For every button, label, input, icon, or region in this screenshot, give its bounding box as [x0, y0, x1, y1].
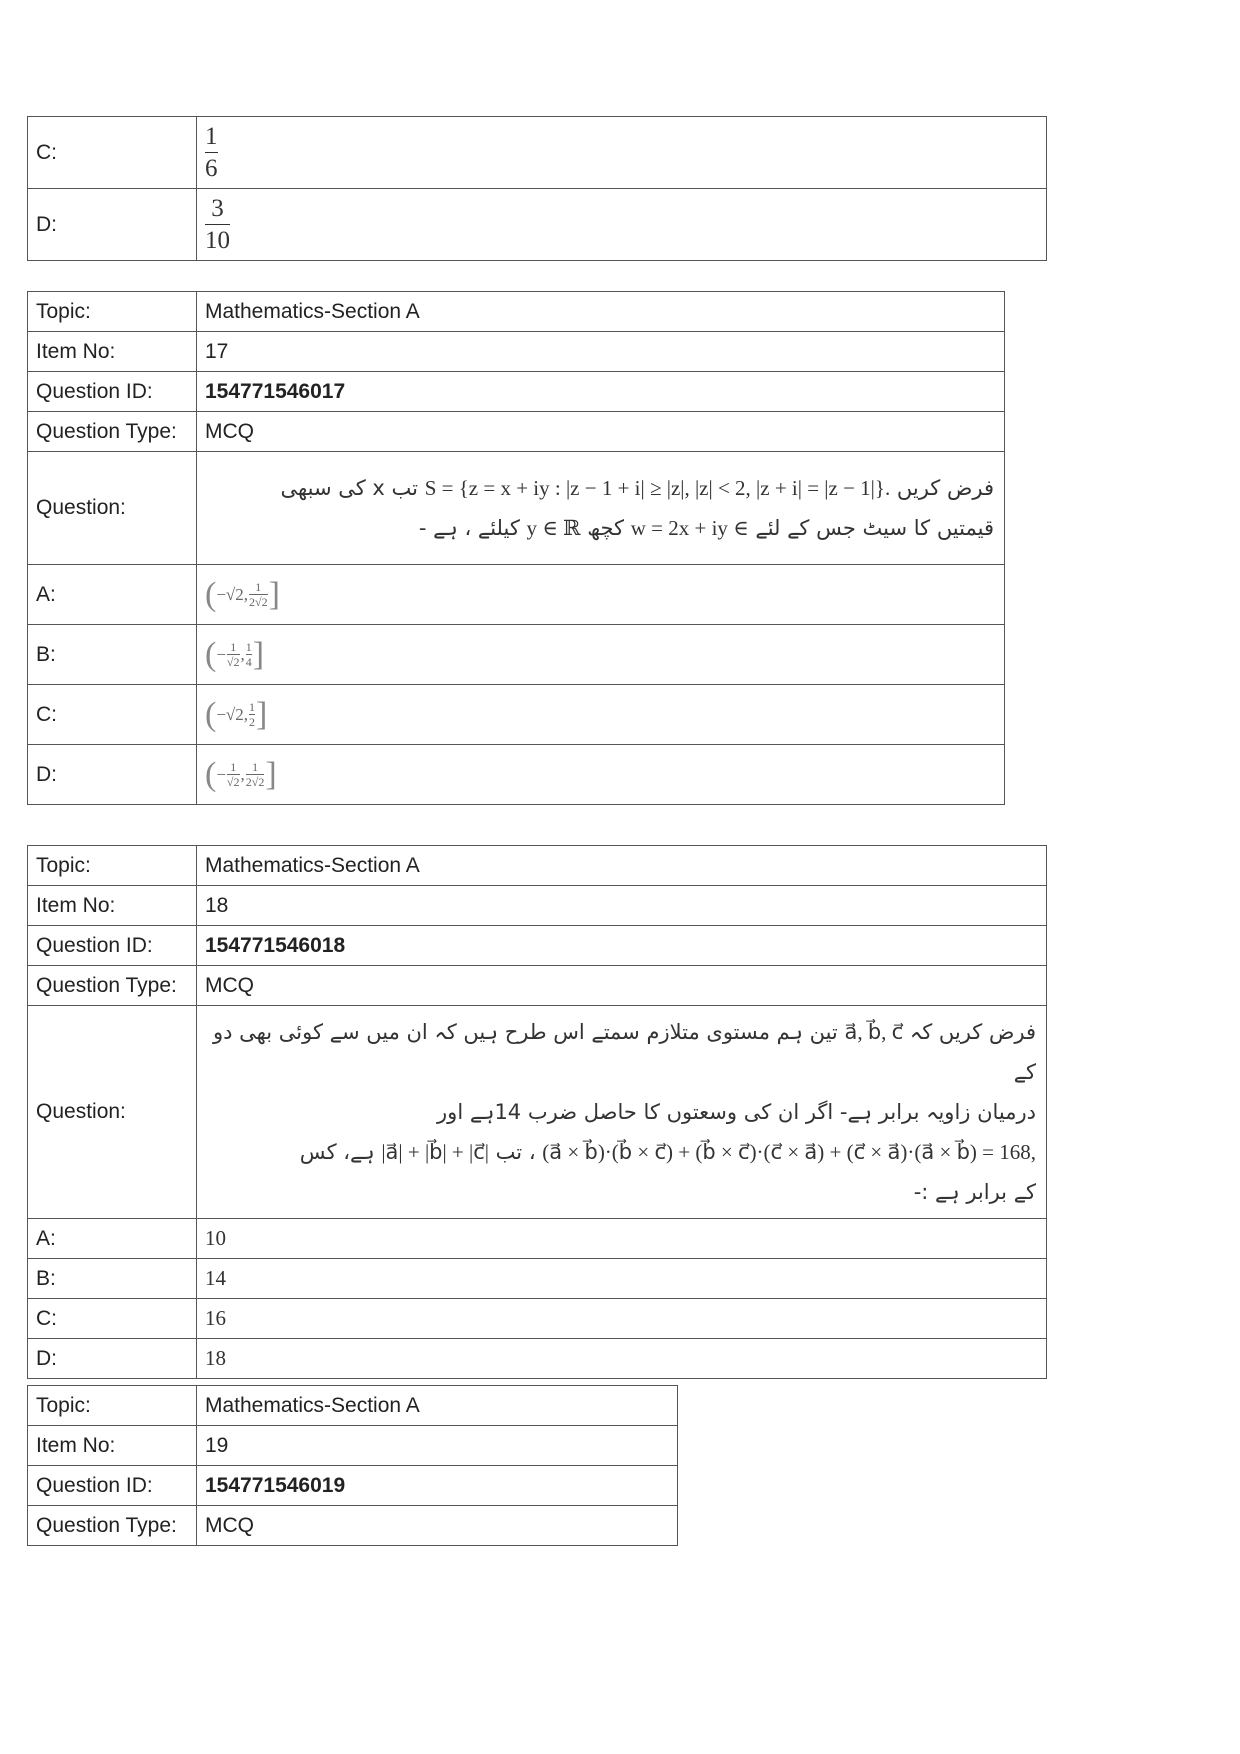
- question-18-table: [27, 845, 1047, 1379]
- question-text: [197, 1006, 1047, 1219]
- urdu-text: ہے، کس: [299, 1140, 375, 1164]
- numerator: 1: [205, 123, 218, 150]
- question-type-row: [28, 966, 1047, 1006]
- option-value: 18: [197, 1339, 1047, 1379]
- option-value: [197, 625, 1005, 685]
- item-no-row: [28, 332, 1005, 372]
- interval-expression: ( −√2, 1 2√2 ]: [205, 575, 280, 613]
- prev-question-options-table: [27, 116, 1047, 261]
- math-expression: a⃗, b⃗, c⃗: [844, 1020, 904, 1044]
- option-row-c: [28, 685, 1005, 745]
- urdu-text: تب x کی سبھی: [280, 476, 418, 500]
- urdu-text: کیلئے ، ہے -: [418, 516, 520, 540]
- topic-label: Topic:: [28, 846, 197, 886]
- urdu-text: قیمتیں کا سیٹ جس کے لئے: [755, 516, 994, 540]
- question-id-value: 154771546018: [197, 926, 1047, 966]
- question-line-1: [207, 468, 994, 508]
- question-type-label: Question Type:: [28, 1506, 197, 1546]
- interval-expression: ( − 1 √2 , 1 4 ]: [205, 635, 265, 673]
- fraction: [205, 124, 218, 181]
- question-label: Question:: [28, 1006, 197, 1219]
- question-type-value: MCQ: [197, 1506, 678, 1546]
- option-row-d: [28, 1339, 1047, 1379]
- math-expression: y ∈ ℝ: [526, 516, 581, 540]
- question-line-2: [207, 508, 994, 548]
- question-id-label: Question ID:: [28, 372, 197, 412]
- option-row-a: [28, 1219, 1047, 1259]
- question-row: [28, 452, 1005, 565]
- question-row: [28, 1006, 1047, 1219]
- question-id-label: Question ID:: [28, 1466, 197, 1506]
- item-no-row: [28, 1426, 678, 1466]
- topic-value: Mathematics-Section A: [197, 846, 1047, 886]
- question-id-value: 154771546019: [197, 1466, 678, 1506]
- math-expression: (a⃗ × b⃗)·(b⃗ × c⃗) + (b⃗ × c⃗)·(c⃗ × a⃗) + (c⃗ × a⃗)·(a⃗ × b⃗) = 168,: [542, 1140, 1036, 1164]
- question-17-table: [27, 291, 1005, 805]
- option-value: [197, 117, 1047, 189]
- question-line-4: کے برابر ہے :-: [913, 1180, 1036, 1204]
- option-label: A:: [28, 1219, 197, 1259]
- item-no-row: [28, 886, 1047, 926]
- option-value: [197, 745, 1005, 805]
- math-expression: S = {z = x + iy : |z − 1 + i| ≥ |z|, |z| < 2, |z + i| = |z − 1|}.: [424, 476, 891, 500]
- item-no-value: 18: [197, 886, 1047, 926]
- math-expression: w = 2x + iy ∈: [630, 516, 749, 540]
- option-value: 16: [197, 1299, 1047, 1339]
- option-row-d: [28, 189, 1047, 261]
- urdu-text: ، تب: [495, 1140, 536, 1164]
- urdu-text: تین ہم مستوی متلازم سمتے اس طرح ہیں کہ ان میں سے کوئی بھی دو کے: [212, 1020, 1036, 1084]
- question-id-row: [28, 926, 1047, 966]
- option-value: [197, 189, 1047, 261]
- option-label: B:: [28, 1259, 197, 1299]
- question-type-value: MCQ: [197, 412, 1005, 452]
- question-id-label: Question ID:: [28, 926, 197, 966]
- option-label: C:: [28, 685, 197, 745]
- option-row-c: [28, 117, 1047, 189]
- topic-row: [28, 1386, 678, 1426]
- option-row-a: [28, 565, 1005, 625]
- option-label: D:: [28, 745, 197, 805]
- topic-label: Topic:: [28, 1386, 197, 1426]
- question-type-row: [28, 412, 1005, 452]
- option-value: [197, 685, 1005, 745]
- topic-label: Topic:: [28, 292, 197, 332]
- topic-row: [28, 292, 1005, 332]
- item-no-value: 17: [197, 332, 1005, 372]
- option-label: C:: [28, 117, 197, 189]
- option-label: D:: [28, 1339, 197, 1379]
- question-id-row: [28, 1466, 678, 1506]
- item-no-label: Item No:: [28, 1426, 197, 1466]
- topic-row: [28, 846, 1047, 886]
- option-label: A:: [28, 565, 197, 625]
- interval-expression: ( −√2, 1 2 ]: [205, 695, 268, 733]
- denominator: 10: [205, 227, 230, 254]
- option-row-d: [28, 745, 1005, 805]
- option-label: D:: [28, 189, 197, 261]
- option-row-b: [28, 625, 1005, 685]
- topic-value: Mathematics-Section A: [197, 1386, 678, 1426]
- question-type-label: Question Type:: [28, 412, 197, 452]
- urdu-text: فرض کریں: [896, 476, 994, 500]
- item-no-label: Item No:: [28, 886, 197, 926]
- question-19-table: [27, 1385, 678, 1546]
- question-id-value: 154771546017: [197, 372, 1005, 412]
- option-value: 14: [197, 1259, 1047, 1299]
- option-label: B:: [28, 625, 197, 685]
- question-type-value: MCQ: [197, 966, 1047, 1006]
- option-row-c: [28, 1299, 1047, 1339]
- question-line-3: [207, 1132, 1036, 1172]
- option-value: [197, 565, 1005, 625]
- urdu-text: کچھ: [587, 516, 625, 540]
- denominator: 6: [205, 155, 218, 182]
- numerator: 3: [211, 195, 224, 222]
- option-label: C:: [28, 1299, 197, 1339]
- question-type-label: Question Type:: [28, 966, 197, 1006]
- topic-value: Mathematics-Section A: [197, 292, 1005, 332]
- question-line-2: درمیان زاویہ برابر ہے- اگر ان کی وسعتوں کا حاصل ضرب 14ہے اور: [437, 1100, 1036, 1124]
- question-line-1: [207, 1012, 1036, 1092]
- item-no-label: Item No:: [28, 332, 197, 372]
- urdu-text: فرض کریں کہ: [909, 1020, 1036, 1044]
- math-expression: |a⃗| + |b⃗| + |c⃗|: [381, 1140, 489, 1164]
- fraction: [205, 196, 230, 253]
- question-id-row: [28, 372, 1005, 412]
- option-value: 10: [197, 1219, 1047, 1259]
- interval-expression: ( − 1 √2 , 1 2√2 ]: [205, 755, 277, 793]
- item-no-value: 19: [197, 1426, 678, 1466]
- option-row-b: [28, 1259, 1047, 1299]
- question-text: [197, 452, 1005, 565]
- question-label: Question:: [28, 452, 197, 565]
- question-type-row: [28, 1506, 678, 1546]
